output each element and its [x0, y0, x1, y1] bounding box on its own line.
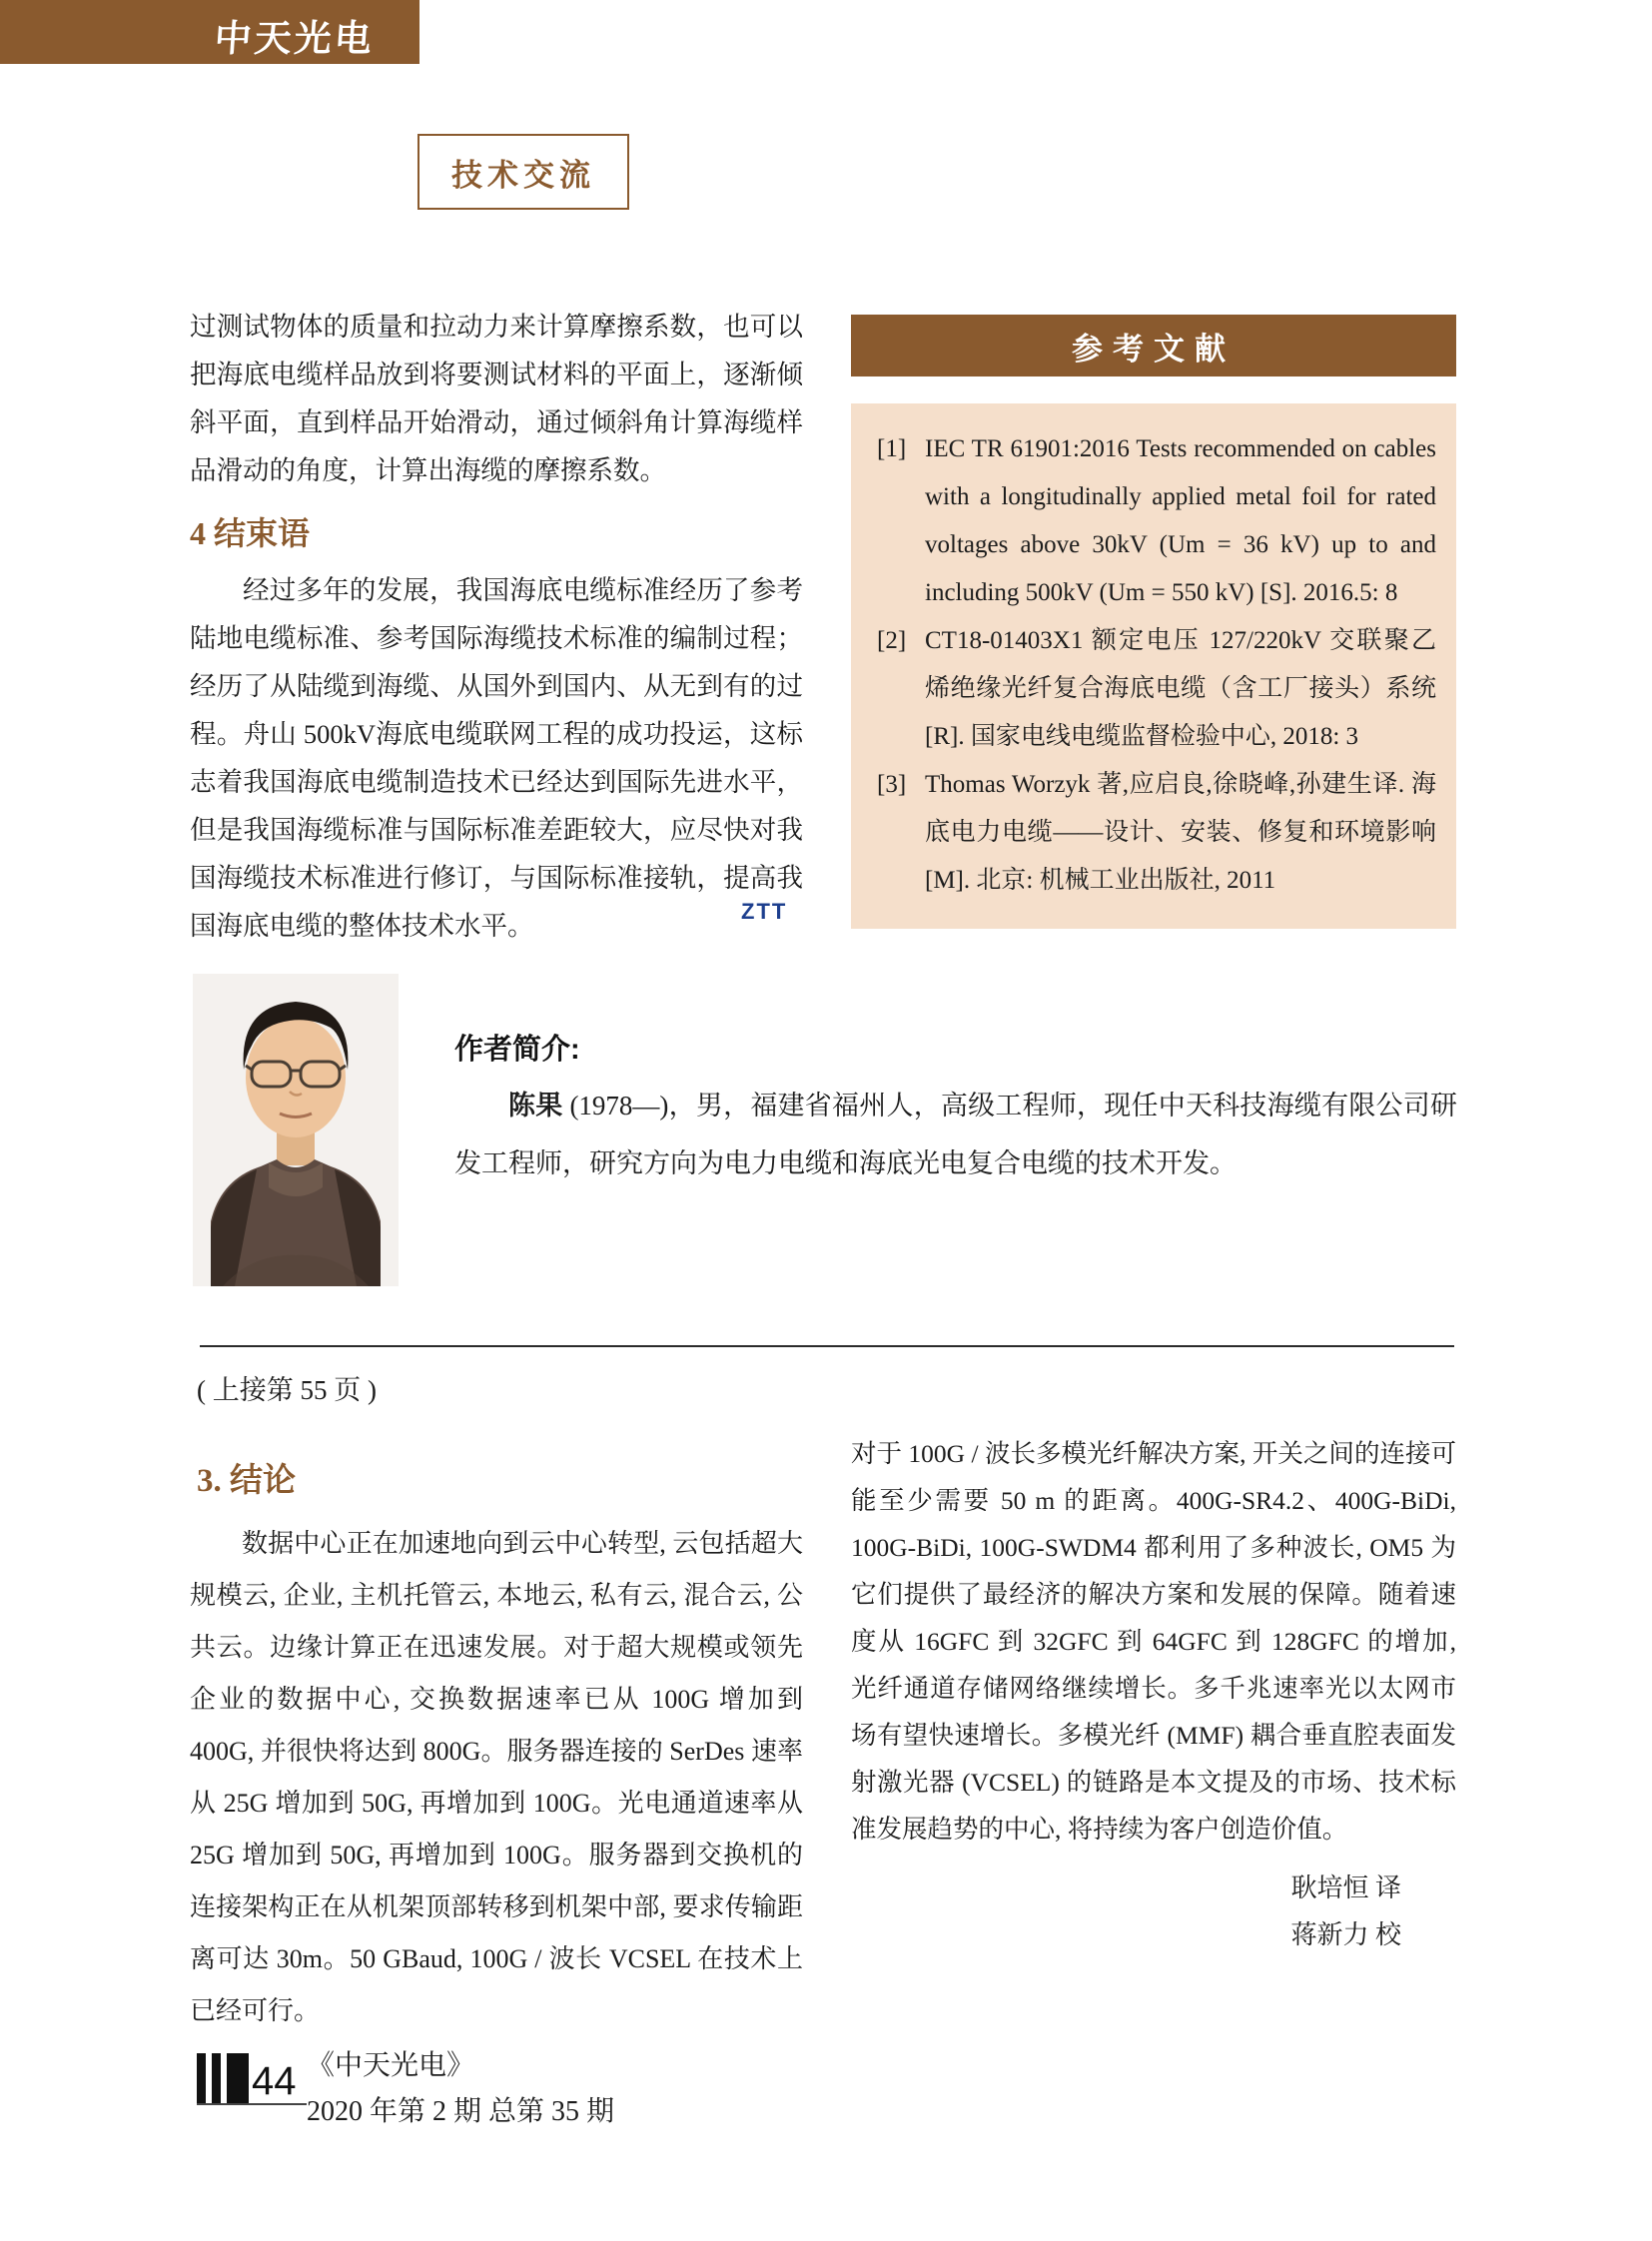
- top-left-column: [190, 303, 803, 950]
- author-intro-label: 作者简介:: [454, 1034, 580, 1066]
- reference-number: [2]: [877, 627, 907, 654]
- bar-icon: [227, 2053, 249, 2103]
- page-number-bars-icon: [197, 2053, 249, 2103]
- ztt-end-mark: ZTT: [741, 899, 788, 924]
- reference-item: [877, 761, 1436, 905]
- ztt-brand-logo: 中天光电: [213, 16, 377, 60]
- section-tag-label: 技术交流: [451, 157, 595, 193]
- reference-item: [877, 425, 1436, 617]
- translator-credit: 耿培恒 译: [1290, 1873, 1401, 1902]
- author-portrait-illustration: [193, 974, 399, 1286]
- reference-number: [1]: [877, 435, 907, 462]
- section-divider: [200, 1345, 1454, 1347]
- journal-issue-info: 2020 年第 2 期 总第 35 期: [307, 2096, 615, 2127]
- proofreader-credit: 蒋新力 校: [1290, 1920, 1401, 1949]
- bottom-right-column: [851, 1430, 1456, 1958]
- author-bio-text: (1978—)，男，福建省福州人，高级工程师，现任中天科技海缆有限公司研发工程师，研究方向为电力电缆和海底光电复合电缆的技术开发。: [454, 1091, 1458, 1178]
- reference-text: CT18-01403X1 额定电压 127/220kV 交联聚乙烯绝缘光纤复合海底电缆（含工厂接头）系统 [R]. 国家电线电缆监督检验中心, 2018: 3: [925, 627, 1436, 750]
- reference-text: Thomas Worzyk 著,应启良,徐晓峰,孙建生译. 海底电力电缆——设计、安装、修复和环境影响 [M]. 北京: 机械工业出版社, 2011: [925, 771, 1436, 894]
- brand-bar: [0, 0, 419, 64]
- bar-icon: [212, 2053, 221, 2103]
- footer-underline: [197, 2103, 307, 2105]
- reference-number: [3]: [877, 771, 907, 798]
- page-number: 44: [252, 2059, 297, 2103]
- summary-paragraph: 经过多年的发展，我国海底电缆标准经历了参考陆地电缆标准、参考国际海缆技术标准的编制过程；经历了从陆缆到海缆、从国外到国内、从无到有的过程。舟山 500kV海底电缆联网工程的成功投运，这标志着我国海底电缆制造技术已经达到国际先进水平，但是我国海缆标准与国际标准差距较大，应尽快对我国海缆技术标准进行修订，与国际标准接轨，提高我国海底电缆的整体技术水平。: [190, 575, 803, 941]
- friction-paragraph: 过测试物体的质量和拉动力来计算摩擦系数，也可以把海底电缆样品放到将要测试材料的平面上，逐渐倾斜平面，直到样品开始滑动，通过倾斜角计算海缆样品滑动的角度，计算出海缆的摩擦系数。: [190, 312, 803, 485]
- bar-icon: [197, 2053, 206, 2103]
- bottom-right-paragraph: 对于 100G / 波长多模光纤解决方案, 开关之间的连接可能至少需要 50 m 的距离。400G-SR4.2、400G-BiDi, 100G-BiDi, 100G-SWDM4 都利用了多种波长, OM5 为它们提供了最经济的解决方案和发展的保障。随着速度从 16GFC 到 32GFC 到 64GFC 到 128GFC 的增加, 光纤通道存储网络继续增长。多千兆速率光以太网市场有望快速增长。多模光纤 (MMF) 耦合垂直腔表面发射激光器 (VCSEL) 的链路是本文提及的市场、技术标准发展趋势的中心, 将持续为客户创造价值。: [851, 1439, 1456, 1844]
- conclusion-heading-1: 4 结束语: [190, 515, 311, 551]
- bottom-left-paragraph: 数据中心正在加速地向到云中心转型, 云包括超大规模云, 企业, 主机托管云, 本地云, 私有云, 混合云, 公共云。边缘计算正在迅速发展。对于超大规模或领先企业的数据中心, 交换数据速率已从 100G 增加到 400G, 并很快将达到 800G。服务器连接的 SerDes 速率从 25G 增加到 50G, 再增加到 100G。光电通道速率从 25G 增加到 50G, 再增加到 100G。服务器到交换机的连接架构正在从机架顶部转移到机架中部, 要求传输距离可达 30m。50 GBaud, 100G / 波长 VCSEL 在技术上已经可行。: [190, 1529, 803, 2025]
- section-tag-box: [417, 134, 629, 210]
- journal-title: 《中天光电》: [307, 2050, 475, 2081]
- references-box: [851, 403, 1456, 929]
- references-title: 参考文献: [851, 315, 1456, 376]
- reference-item: [877, 617, 1436, 761]
- continued-from-note: ( 上接第 55 页 ): [197, 1375, 377, 1405]
- conclusion-heading-2: 3. 结论: [197, 1463, 296, 1499]
- author-name: 陈果: [508, 1091, 563, 1120]
- reference-text: IEC TR 61901:2016 Tests recommended on cables with a longitudinally applied metal foil for rated voltages above 30kV (Um = 36 kV) up to and including 500kV (Um = 550 kV) [S]. 2016.5: 8: [925, 435, 1436, 606]
- author-photo: [193, 974, 399, 1286]
- author-bio: [454, 1077, 1457, 1192]
- references-section: [851, 315, 1456, 929]
